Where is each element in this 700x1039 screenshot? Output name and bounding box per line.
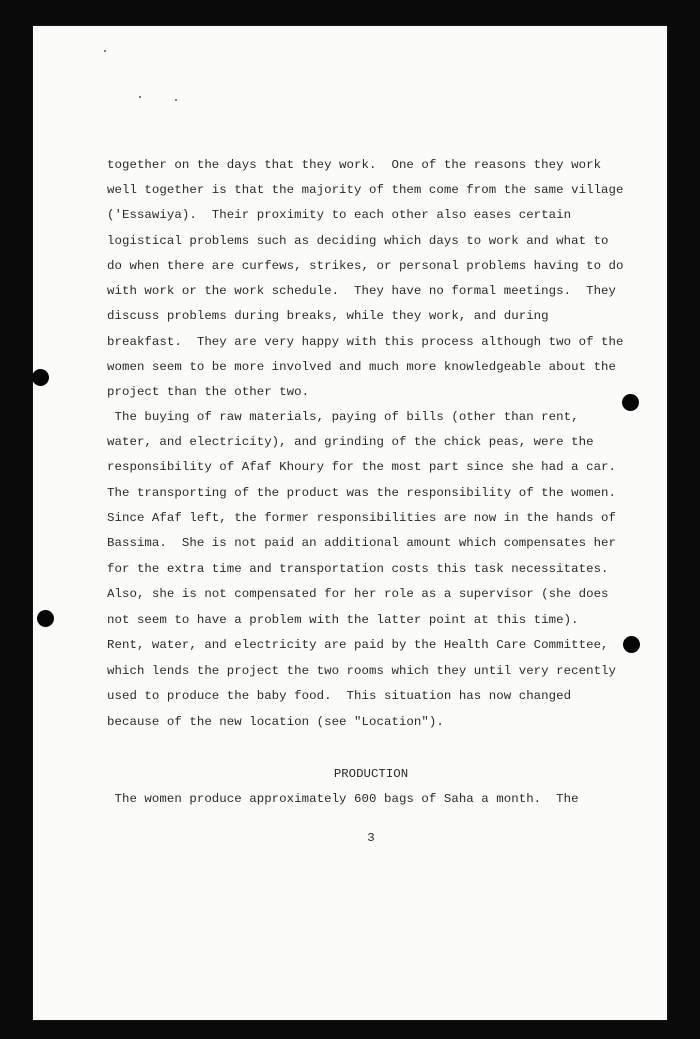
text-line: Rent, water, and electricity are paid by the Health Care Committee, <box>107 638 609 652</box>
paper-speck <box>139 96 141 98</box>
text-line: with work or the work schedule. They have no formal meetings. They <box>107 284 617 298</box>
text-line: which lends the project the two rooms which they until very recently <box>107 664 617 678</box>
text-line: Also, she is not compensated for her role as a supervisor (she does <box>107 587 609 601</box>
text-line: project than the other two. <box>107 385 310 399</box>
text-line: because of the new location (see "Location"). <box>107 715 444 729</box>
text-line: logistical problems such as deciding which days to work and what to <box>107 234 609 248</box>
text-line: used to produce the baby food. This situation has now changed <box>107 689 572 703</box>
punch-hole-right-bottom <box>623 636 640 653</box>
text-line: not seem to have a problem with the latter point at this time). <box>107 613 579 627</box>
paper-speck <box>175 99 177 101</box>
text-line: women seem to be more involved and much more knowledgeable about the <box>107 360 617 374</box>
text-line: do when there are curfews, strikes, or personal problems having to do <box>107 259 624 273</box>
text-line: for the extra time and transportation costs this task necessitates. <box>107 562 609 576</box>
text-line: The buying of raw materials, paying of bills (other than rent, <box>107 410 579 424</box>
text-line: Bassima. She is not paid an additional amount which compensates her <box>107 536 617 550</box>
text-line: discuss problems during breaks, while they work, and during <box>107 309 549 323</box>
text-line: The women produce approximately 600 bags of Saha a month. The <box>107 792 579 806</box>
text-line: The transporting of the product was the responsibility of the women. <box>107 486 617 500</box>
punch-hole-right-top <box>622 394 639 411</box>
text-line: responsibility of Afaf Khoury for the most part since she had a car. <box>107 460 617 474</box>
text-line: well together is that the majority of them come from the same village <box>107 183 624 197</box>
page-number: 3 <box>367 831 375 845</box>
text-line: Since Afaf left, the former responsibilities are now in the hands of <box>107 511 617 525</box>
text-line: water, and electricity), and grinding of the chick peas, were the <box>107 435 594 449</box>
punch-hole-left-bottom <box>37 610 54 627</box>
punch-hole-left-top <box>32 369 49 386</box>
paper-speck <box>104 50 106 52</box>
text-line: breakfast. They are very happy with this process although two of the <box>107 335 624 349</box>
text-line: ('Essawiya). Their proximity to each other also eases certain <box>107 208 572 222</box>
section-heading: PRODUCTION <box>333 767 409 781</box>
text-line: together on the days that they work. One of the reasons they work <box>107 158 602 172</box>
